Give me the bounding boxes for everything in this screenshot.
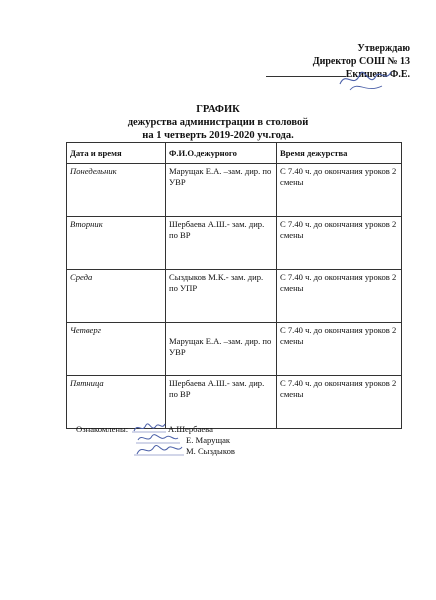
acknowledged-name: А.Шербаева bbox=[168, 424, 213, 434]
duty-schedule-table bbox=[66, 142, 402, 429]
table-row bbox=[67, 164, 402, 217]
approval-label: Утверждаю bbox=[357, 43, 410, 54]
table-row bbox=[67, 376, 402, 429]
person-cell: Марущак Е.А. –зам. дир. по УВР bbox=[166, 164, 277, 217]
day-cell: Вторник bbox=[67, 217, 166, 270]
day-cell: Четверг bbox=[67, 323, 166, 376]
document-title: ГРАФИК bbox=[196, 104, 240, 115]
document-heading bbox=[0, 103, 436, 142]
day-cell: Среда bbox=[67, 270, 166, 323]
acknowledgement-block bbox=[76, 424, 396, 464]
director-signature bbox=[336, 60, 394, 98]
acknowledged-label: Ознакомлены: bbox=[76, 424, 129, 434]
duty-time-cell: С 7.40 ч. до окончания уроков 2 смены bbox=[277, 376, 402, 429]
director-title: Директор СОШ № 13 bbox=[312, 56, 410, 67]
acknowledged-name: М. Сыздыков bbox=[186, 446, 235, 456]
document-period: на 1 четверть 2019-2020 уч.года. bbox=[142, 130, 294, 141]
day-cell: Пятница bbox=[67, 376, 166, 429]
table-row bbox=[67, 217, 402, 270]
header-date-time: Дата и время bbox=[67, 143, 166, 164]
duty-time-cell: С 7.40 ч. до окончания уроков 2 смены bbox=[277, 164, 402, 217]
person-cell: Сыздыков М.К.- зам. дир. по УПР bbox=[166, 270, 277, 323]
day-cell: Понедельник bbox=[67, 164, 166, 217]
document-subtitle: дежурства администрации в столовой bbox=[127, 117, 309, 128]
header-person: Ф.И.О.дежурного bbox=[166, 143, 277, 164]
signature-line bbox=[266, 70, 346, 77]
duty-time-cell: С 7.40 ч. до окончания уроков 2 смены bbox=[277, 270, 402, 323]
table-row bbox=[67, 323, 402, 376]
table-row bbox=[67, 270, 402, 323]
person-cell: Марущак Е.А. –зам. дир. по УВР bbox=[166, 323, 277, 376]
header-duty-time: Время дежурства bbox=[277, 143, 402, 164]
signature-scribble bbox=[134, 441, 184, 459]
duty-time-cell: С 7.40 ч. до окончания уроков 2 смены bbox=[277, 323, 402, 376]
director-name: Екишева Ф.Е. bbox=[266, 68, 410, 81]
duty-time-cell: С 7.40 ч. до окончания уроков 2 смены bbox=[277, 217, 402, 270]
person-cell: Шербаева А.Ш.- зам. дир. по ВР bbox=[166, 376, 277, 429]
table-header-row bbox=[67, 143, 402, 164]
person-cell: Шербаева А.Ш.- зам. дир. по ВР bbox=[166, 217, 277, 270]
acknowledged-name: Е. Марущак bbox=[186, 435, 231, 445]
